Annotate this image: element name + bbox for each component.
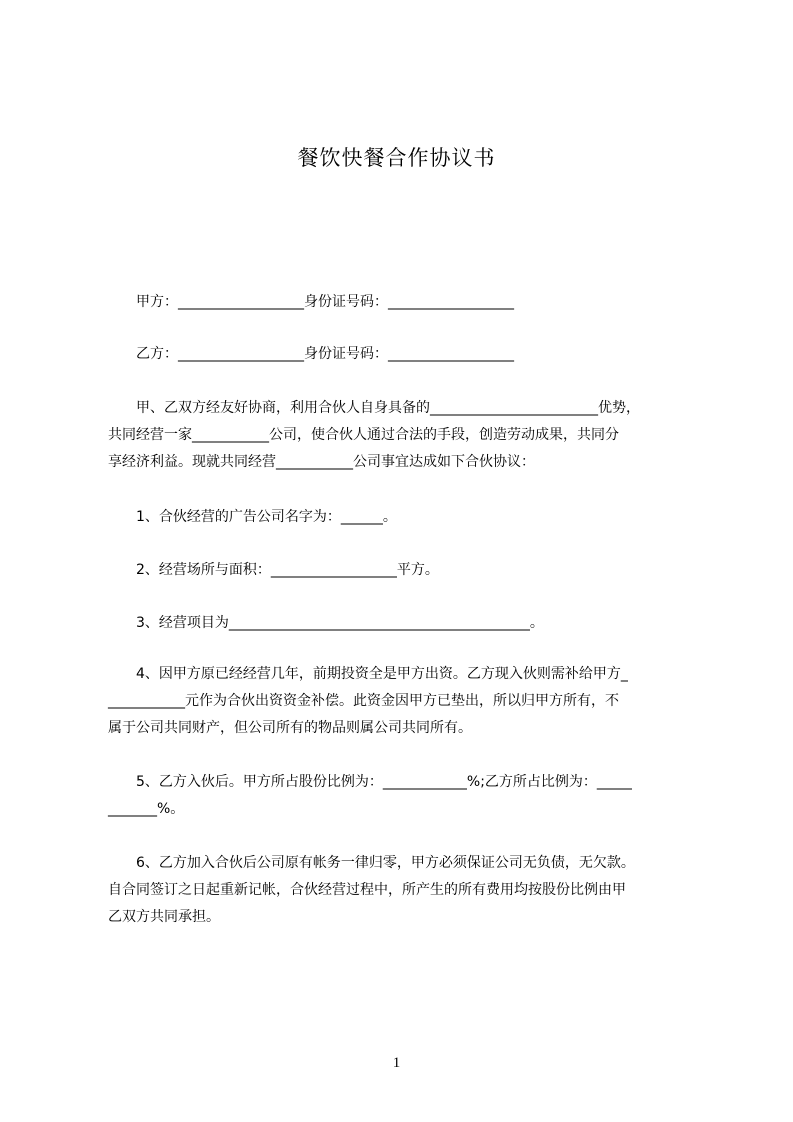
clause-6-line-3: 乙双方共同承担。 [108, 909, 220, 925]
clause-4-line-3: 属于公司共同财产，但公司所有的物品则属公司共同所有。 [108, 720, 472, 736]
clause-4-line-1: 4、因甲方原已经经营几年，前期投资全是甲方出资。乙方现入伙则需补给甲方_ [136, 666, 628, 682]
preamble-line-2: 共同经营一家___________公司，使合伙人通过合法的手段，创造劳动成果，共同分 [108, 427, 619, 443]
clause-6-line-1: 6、乙方加入合伙后公司原有帐务一律归零，甲方必须保证公司无负债，无欠款。 [136, 855, 635, 871]
clause-3: 3、经营项目为___________________________________________。 [136, 615, 544, 631]
preamble-line-3: 享经济利益。现就共同经营___________公司事宜达成如下合伙协议： [108, 454, 535, 470]
party-a-line: 甲方：__________________身份证号码：__________________ [136, 294, 514, 310]
clause-6-line-2: 自合同签订之日起重新记帐，合伙经营过程中，所产生的所有费用均按股份比例由甲 [108, 882, 626, 898]
clause-1: 1、合伙经营的广告公司名字为：______。 [136, 509, 397, 525]
preamble-line-1: 甲、乙双方经友好协商，利用合伙人自身具备的________________________优势， [136, 400, 640, 416]
clause-5-line-2: _______%。 [108, 801, 185, 817]
clause-5-line-1: 5、乙方入伙后。甲方所占股份比例为：____________%;乙方所占比例为：_____ [136, 774, 632, 790]
document-title: 餐饮快餐合作协议书 [297, 146, 496, 170]
party-b-line: 乙方：__________________身份证号码：__________________ [136, 346, 514, 362]
clause-4-line-2: ___________元作为合伙出资资金补偿。此资金因甲方已垫出，所以归甲方所有，不 [108, 693, 619, 709]
clause-2: 2、经营场所与面积：__________________平方。 [136, 562, 439, 578]
page-number: 1 [392, 1055, 401, 1071]
